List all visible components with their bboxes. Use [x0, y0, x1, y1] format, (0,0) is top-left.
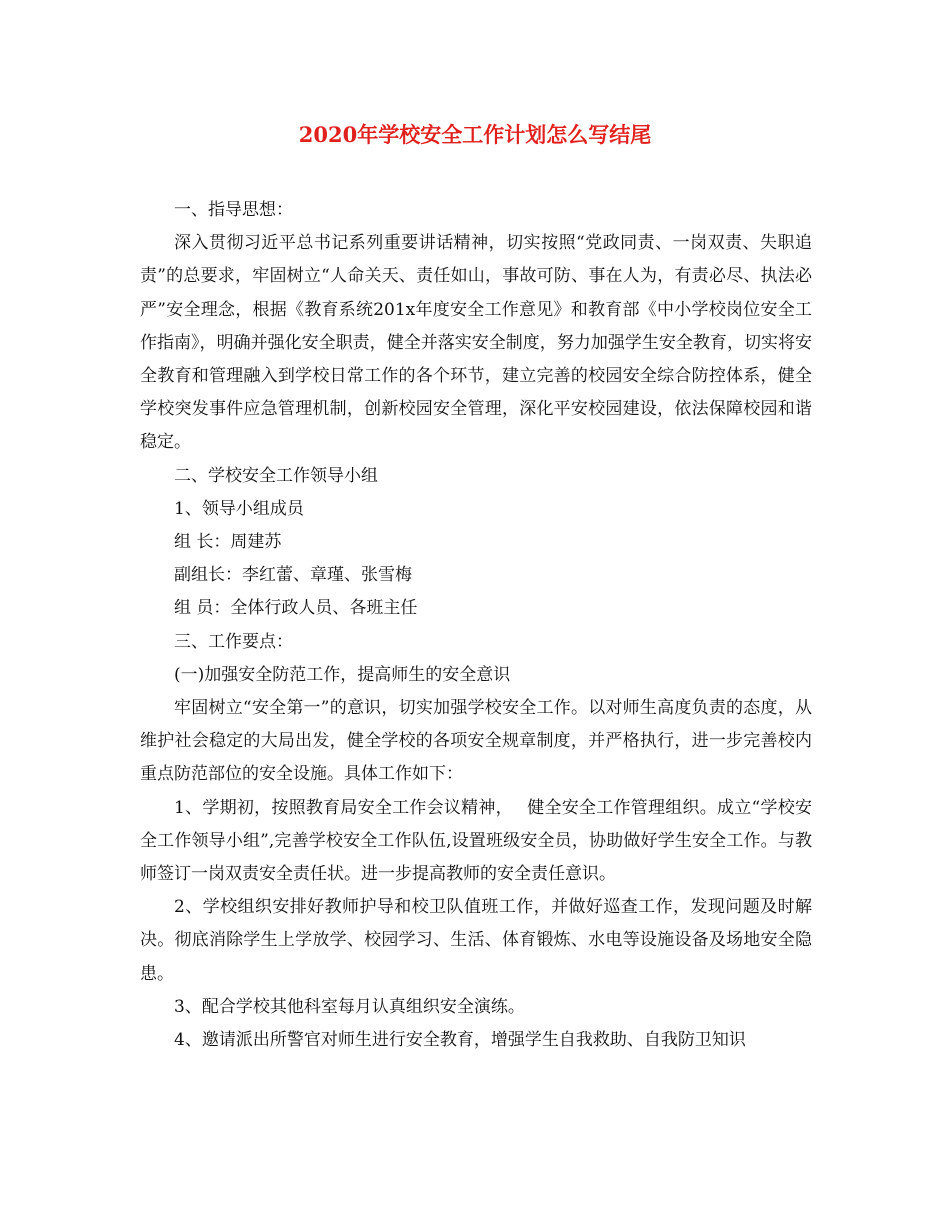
paragraph: 深入贯彻习近平总书记系列重要讲话精神，切实按照“党政同责、一岗双责、失职追责”的总要求，牢固树立“人命关天、责任如山，事故可防、事在人为，有责必尽、执法必严”安全理念，根据《教育系统201x年度安全工作意见》和教育部《中小学校岗位安全工作指南》，明确并强化安全职责，健全并落实安全制度，努力加强学生安全教育，切实将安全教育和管理融入到学校日常工作的各个环节，建立完善的校园安全综合防控体系，健全学校突发事件应急管理机制，创新校园安全管理，深化平安校园建设，依法保障校园和谐稳定。 [140, 233, 812, 453]
section-heading-leadership-group: 二、学校安全工作领导小组 [174, 465, 378, 486]
deputy-leader-line: 副组长：李红蕾、章瑾、张雪梅 [174, 565, 412, 586]
list-item: 2、学校组织安排好教师护导和校卫队值班工作，并做好巡查工作，发现问题及时解决。彻底消除学生上学放学、校园学习、生活、体育锻炼、水电等设施设备及场地安全隐患。 [140, 897, 812, 984]
list-item: 4、邀请派出所警官对师生进行安全教育，增强学生自我救助、自我防卫知识 [174, 1030, 746, 1051]
document-body [140, 194, 812, 1057]
leader-line: 组 长：周建苏 [174, 532, 282, 553]
subheading-prevention: (一)加强安全防范工作，提高师生的安全意识 [174, 664, 511, 685]
section-heading-key-points: 三、工作要点： [174, 631, 293, 652]
subheading-members: 1、领导小组成员 [174, 498, 304, 519]
list-item: 1、学期初，按照教育局安全工作会议精神， 健全安全工作管理组织。成立“学校安全工作领导小组”,完善学校安全工作队伍,设置班级安全员，协助做好学生安全工作。与教师签订一岗双责安全责任状。进一步提高教师的安全责任意识。 [140, 797, 812, 885]
paragraph: 牢固树立“安全第一”的意识，切实加强学校安全工作。以对师生高度负责的态度，从维护社会稳定的大局出发，健全学校的各项安全规章制度，并严格执行，进一步完善校内重点防范部位的安全设施。具体工作如下： [140, 698, 812, 785]
members-line: 组 员：全体行政人员、各班主任 [174, 598, 418, 619]
document-title: 2020年学校安全工作计划怎么写结尾 [298, 122, 652, 147]
list-item: 3、配合学校其他科室每月认真组织安全演练。 [174, 996, 525, 1017]
section-heading-guiding-thought: 一、指导思想： [174, 200, 293, 220]
